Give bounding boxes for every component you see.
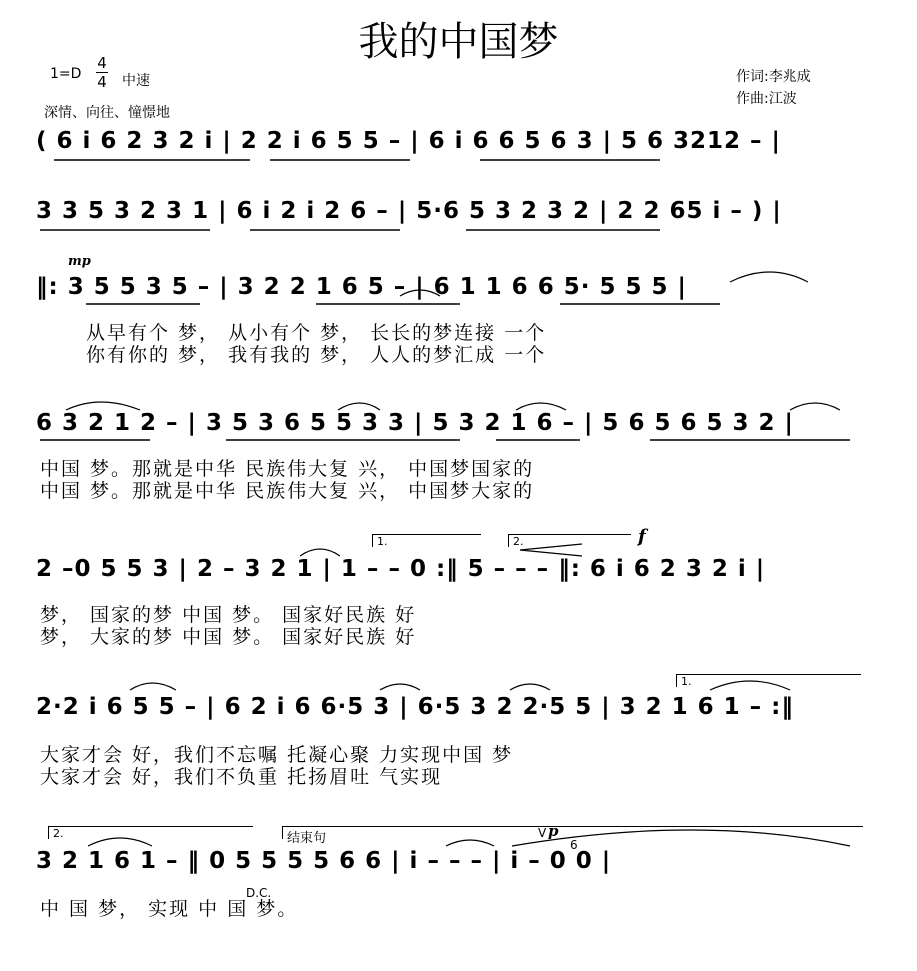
lyric-line-6a: 大家才会 好，我们不忘嘱 托凝心聚 力实现中国 梦: [40, 744, 514, 766]
lyric-line-3b: 你有你的 梦， 我有我的 梦， 人人的梦汇成 一个: [86, 344, 547, 366]
dynamic-mp: mp: [68, 254, 91, 269]
slur-1: [400, 290, 440, 296]
meter-denominator: 4: [97, 73, 107, 91]
second-ending-box-2: 2.: [48, 826, 253, 839]
key-signature: 1=D: [50, 66, 82, 82]
slur-14: [512, 830, 850, 846]
dc-marker: D.C.: [246, 886, 272, 900]
lyric-line-7a: 中 国 梦， 实现 中 国 梦。: [40, 898, 299, 920]
expression-marking: 深情、向往、憧憬地: [44, 105, 170, 121]
slur-6: [790, 403, 840, 410]
notation-line-1: ( 6 i 6 2 3 2 i | 2 2 i 6 5 5 – | 6 i 6 6 5 6 3 | 5 6 3212 – |: [36, 128, 781, 154]
tempo-marking: 中速: [122, 73, 150, 89]
second-ending-box: 2.: [508, 534, 631, 547]
slur-5: [516, 403, 566, 410]
notation-line-7: 3 2 1 6 1 – ‖ 0 5 5 5 5 6 6 | i – – – | i – 0 0 |: [36, 848, 612, 874]
lyric-line-6b: 大家才会 好，我们不负重 托扬眉吐 气实现: [40, 766, 443, 788]
dynamic-f: f: [638, 526, 646, 547]
slur-9: [380, 684, 420, 690]
first-ending-box: 1.: [372, 534, 481, 547]
slur-11: [710, 681, 790, 690]
breath-mark: V: [538, 826, 547, 840]
lyricist-credit: 作词:李兆成: [736, 69, 811, 85]
slur-2: [730, 272, 808, 282]
slur-12: [88, 838, 152, 846]
first-ending-box-2: 1.: [676, 674, 861, 687]
lyric-line-5b: 梦， 大家的梦 中国 梦。 国家好民族 好: [40, 626, 417, 648]
composer-credit: 作曲:江波: [736, 91, 797, 107]
meter-numerator: 4: [97, 54, 107, 72]
dynamic-p: p: [548, 822, 559, 840]
accidental-mark: 6: [570, 838, 578, 852]
page-title: 我的中国梦: [358, 19, 559, 65]
slur-3: [66, 402, 140, 410]
notation-line-4: 6 3 2 1 2 – | 3 5 3 6 5 5 3 3 | 5 3 2 1 6 – | 5 6 5 6 5 3 2 |: [36, 410, 794, 436]
slur-7: [300, 549, 340, 556]
notation-line-5: 2 –0 5 5 3 | 2 – 3 2 1 | 1 – – 0 :‖ 5 – – – ‖: 6 i 6 2 3 2 i |: [36, 556, 766, 582]
lyric-line-4b: 中国 梦。那就是中华 民族伟大复 兴， 中国梦大家的: [40, 480, 535, 502]
notation-line-3: ‖: 3 5 5 3 5 – | 3 2 2 1 6 5 – | 6 1 1 6 6 5· 5 5 5 |: [36, 274, 687, 300]
notation-line-6: 2·2 i 6 5 5 – | 6 2 i 6 6·5 3 | 6·5 3 2 2·5 5 | 3 2 1 6 1 – :‖: [36, 694, 794, 720]
lyric-line-5a: 梦， 国家的梦 中国 梦。 国家好民族 好: [40, 604, 417, 626]
coda-box: 结束句: [282, 826, 863, 839]
decrescendo-hairpin: [520, 544, 582, 556]
slur-13: [446, 840, 494, 846]
slur-8: [130, 683, 176, 690]
slur-4: [338, 403, 380, 410]
slur-10: [510, 684, 550, 690]
lyric-line-3a: 从早有个 梦， 从小有个 梦， 长长的梦连接 一个: [86, 322, 547, 344]
lyric-line-4a: 中国 梦。那就是中华 民族伟大复 兴， 中国梦国家的: [40, 458, 535, 480]
notation-line-2: 3 3 5 3 2 3 1 | 6 i 2 i 2 6 – | 5·6 5 3 2 3 2 | 2 2 65 i – ) |: [36, 198, 782, 224]
